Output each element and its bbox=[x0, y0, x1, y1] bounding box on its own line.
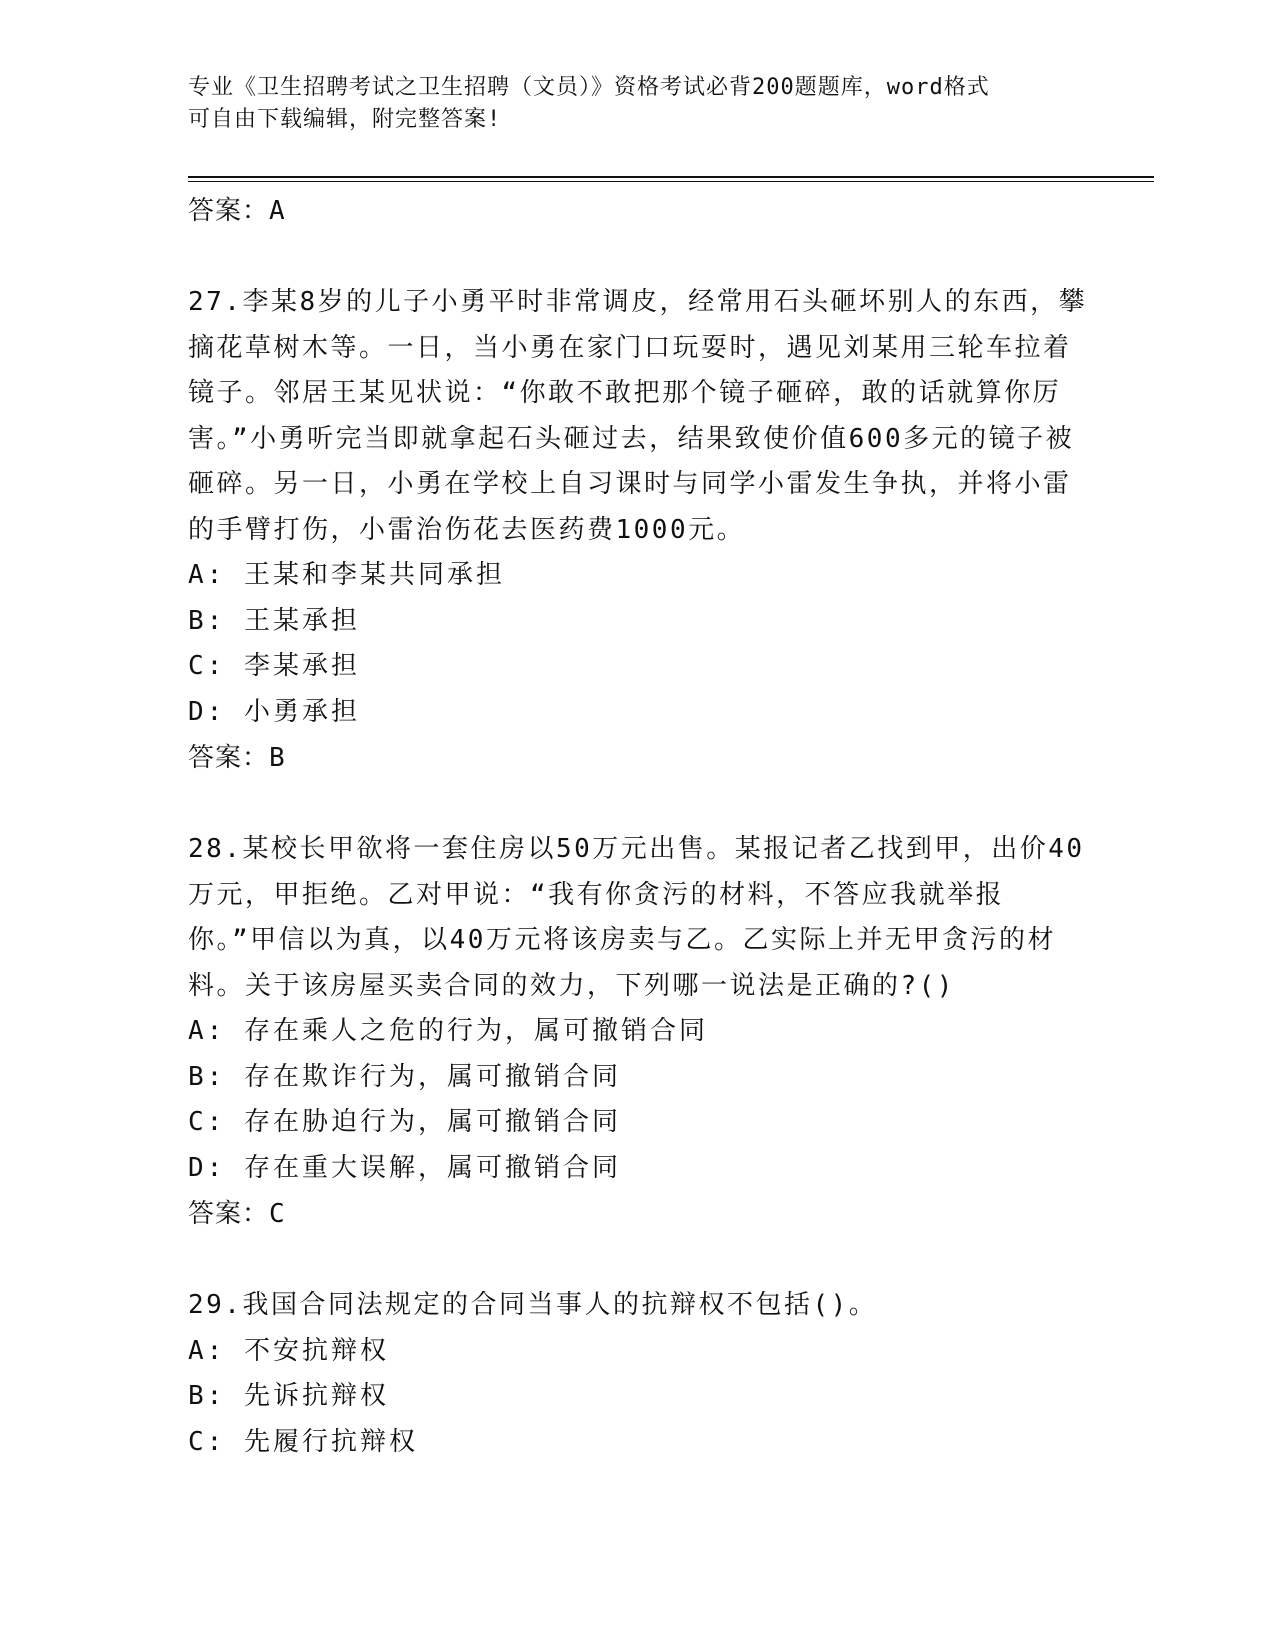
header-rule-thin bbox=[188, 181, 1154, 182]
question-block-27 bbox=[188, 280, 1088, 781]
option-c: C: 存在胁迫行为，属可撤销合同 bbox=[188, 1107, 621, 1137]
option-a: A: 不安抗辩权 bbox=[188, 1335, 389, 1366]
answer-line: 答案：B bbox=[188, 743, 286, 773]
option-a: A: 王某和李某共同承担 bbox=[188, 560, 505, 590]
header-rule-thick bbox=[188, 176, 1154, 178]
option-c: C: 先履行抗辩权 bbox=[188, 1426, 418, 1457]
option-b: B: 王某承担 bbox=[188, 605, 360, 636]
spacer bbox=[188, 234, 1088, 280]
option-d: D: 存在重大误解，属可撤销合同 bbox=[188, 1152, 621, 1183]
document-header bbox=[188, 72, 1068, 136]
question-text: 29.我国合同法规定的合同当事人的抗辩权不包括()。 bbox=[188, 1290, 878, 1320]
option-a: A: 存在乘人之危的行为，属可撤销合同 bbox=[188, 1016, 708, 1046]
answer-line: 答案：A bbox=[188, 196, 286, 226]
spacer bbox=[188, 781, 1088, 827]
header-line-1: 专业《卫生招聘考试之卫生招聘（文员）》资格考试必背200题题库，word格式 bbox=[188, 75, 990, 100]
option-c: C: 李某承担 bbox=[188, 651, 360, 681]
option-b: B: 先诉抗辩权 bbox=[188, 1381, 389, 1411]
header-line-2: 可自由下载编辑，附完整答案! bbox=[188, 107, 502, 132]
question-block-28 bbox=[188, 827, 1088, 1237]
answer-line: 答案：C bbox=[188, 1199, 286, 1229]
option-b: B: 存在欺诈行为，属可撤销合同 bbox=[188, 1061, 621, 1092]
document-body bbox=[188, 188, 1088, 1465]
option-d: D: 小勇承担 bbox=[188, 696, 360, 727]
spacer bbox=[188, 1237, 1088, 1283]
question-text: 28.某校长甲欲将一套住房以50万元出售。某报记者乙找到甲，出价40万元，甲拒绝。乙对甲说：“我有你贪污的材料，不答应我就举报你。”甲信以为真，以40万元将该房卖与乙。乙实际上并无甲贪污的材料。关于该房屋买卖合同的效力，下列哪一说法是正确的?() bbox=[188, 834, 1085, 1001]
question-text: 27.李某8岁的儿子小勇平时非常调皮，经常用石头砸坏别人的东西，攀摘花草树木等。一日，当小勇在家门口玩耍时，遇见刘某用三轮车拉着镜子。邻居王某见状说：“你敢不敢把那个镜子砸碎，敢的话就算你厉害。”小勇听完当即就拿起石头砸过去，结果致使价值600多元的镜子被砸碎。另一日，小勇在学校上自习课时与同学小雷发生争执，并将小雷的手臂打伤，小雷治伤花去医药费1000元。 bbox=[188, 287, 1088, 545]
question-block-29 bbox=[188, 1283, 1088, 1465]
